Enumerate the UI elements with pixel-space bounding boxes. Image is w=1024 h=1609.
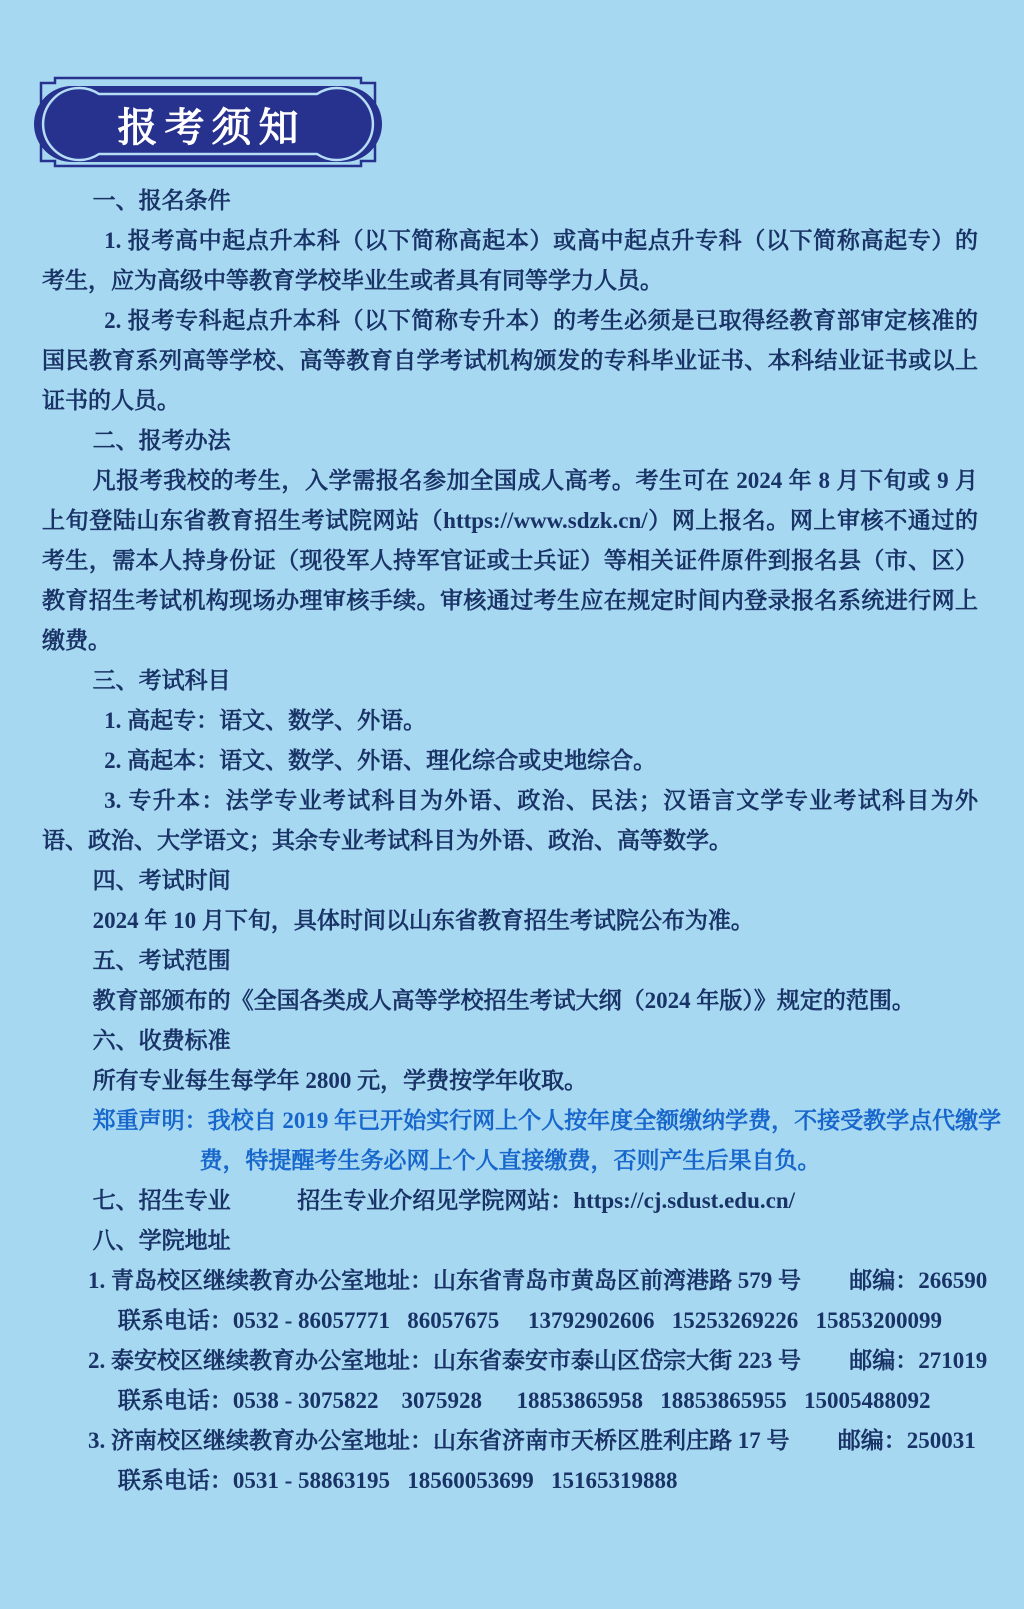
campus-3-address: 3. 济南校区继续教育办公室地址：山东省济南市天桥区胜利庄路 17 号 <box>88 1428 790 1453</box>
campus-1-phone-line: 联系电话：0532 - 86057771 86057675 13792902606 15253269226 15853200099 <box>117 1308 943 1333</box>
section-2-paragraph-1: 凡报考我校的考生，入学需报名参加全国成人高考。考生可在 2024 年 8 月下旬或 9 月上旬登陆山东省教育招生考试院网站（https://www.sdzk.cn/）网上报名。网上审核不通过的考生，需本人持身份证（现役军人持军官证或士兵证）等相关证件原件到报名县（市、区）教育招生考试机构现场办理审核手续。审核通过考生应在规定时间内登录报名系统进行网上缴费。 <box>42 468 978 653</box>
campus-3-zip: 邮编：250031 <box>837 1428 976 1453</box>
campus-3-phone-line: 联系电话：0531 - 58863195 18560053699 15165319888 <box>117 1468 678 1493</box>
section-1-paragraph-2: 2. 报考专科起点升本科（以下简称专升本）的考生必须是已取得经教育部审定核准的国民教育系列高等学校、高等教育自学考试机构颁发的专科毕业证书、本科结业证书或以上证书的人员。 <box>42 308 978 413</box>
campus-2-phone-line: 联系电话：0538 - 3075822 3075928 18853865958 18853865955 15005488092 <box>117 1388 931 1413</box>
notice-content <box>42 181 1002 1501</box>
section-6-paragraph-1: 所有专业每生每学年 2800 元，学费按学年收取。 <box>92 1068 588 1093</box>
section-1-paragraph-1: 1. 报考高中起点升本科（以下简称高起本）或高中起点升专科（以下简称高起专）的考生，应为高级中等教育学校毕业生或者具有同等学力人员。 <box>42 228 978 293</box>
campus-3-address-line <box>42 1421 978 1461</box>
section-5-paragraph-1: 教育部颁布的《全国各类成人高等学校招生考试大纲（2024 年版）》规定的范围。 <box>92 988 915 1013</box>
section-8-heading: 八、学院地址 <box>92 1228 231 1253</box>
campus-1-zip: 邮编：266590 <box>849 1268 988 1293</box>
campus-1-address-line <box>42 1261 988 1301</box>
campus-2-zip: 邮编：271019 <box>849 1348 988 1373</box>
campus-2-address: 2. 泰安校区继续教育办公室地址：山东省泰安市泰山区岱宗大街 223 号 <box>88 1348 801 1373</box>
section-4-paragraph-1: 2024 年 10 月下旬，具体时间以山东省教育招生考试院公布为准。 <box>92 908 754 933</box>
campus-2-address-line <box>42 1341 988 1381</box>
section-4-heading: 四、考试时间 <box>92 868 231 893</box>
section-1-heading: 一、报名条件 <box>92 188 231 213</box>
banner-title: 报考须知 <box>117 105 306 150</box>
section-7-line <box>42 1181 978 1221</box>
payment-declaration-line-2: 费，特提醒考生务必网上个人直接缴费，否则产生后果自负。 <box>199 1148 821 1173</box>
section-2-heading: 二、报考办法 <box>92 428 231 453</box>
section-3-heading: 三、考试科目 <box>92 668 231 693</box>
section-3-paragraph-3: 3. 专升本：法学专业考试科目为外语、政治、民法；汉语言文学专业考试科目为外语、政治、大学语文；其余专业考试科目为外语、政治、高等数学。 <box>42 788 978 853</box>
section-3-paragraph-2: 2. 高起本：语文、数学、外语、理化综合或史地综合。 <box>104 748 657 773</box>
campus-1-address: 1. 青岛校区继续教育办公室地址：山东省青岛市黄岛区前湾港路 579 号 <box>88 1268 801 1293</box>
section-7-website-text: 招生专业介绍见学院网站：https://cj.sdust.edu.cn/ <box>297 1188 796 1213</box>
notice-banner <box>33 72 383 172</box>
payment-declaration-line-1: 郑重声明：我校自 2019 年已开始实行网上个人按年度全额缴纳学费，不接受教学点代缴学 <box>92 1108 1002 1133</box>
section-7-heading: 七、招生专业 <box>92 1188 231 1213</box>
section-5-heading: 五、考试范围 <box>92 948 231 973</box>
section-6-heading: 六、收费标准 <box>92 1028 231 1053</box>
section-3-paragraph-1: 1. 高起专：语文、数学、外语。 <box>104 708 427 733</box>
